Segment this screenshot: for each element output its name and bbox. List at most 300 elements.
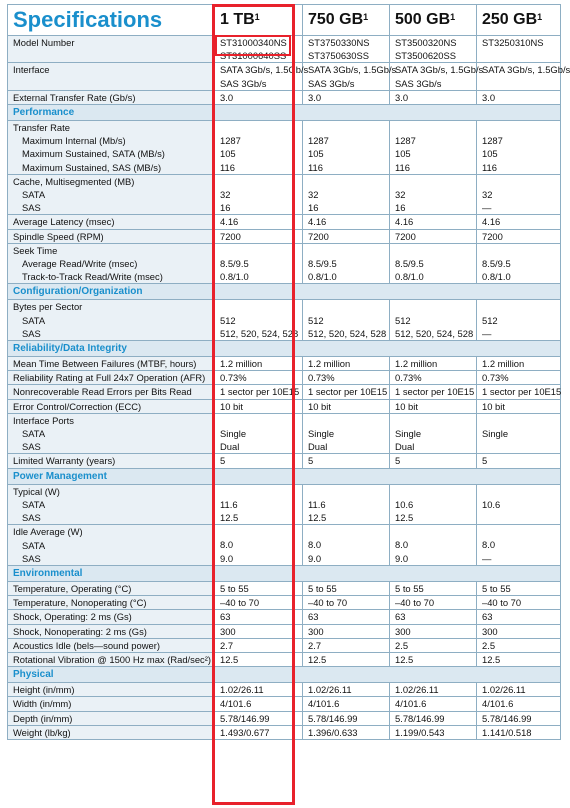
value-cell [215, 229, 303, 243]
value-cell [303, 90, 390, 104]
value: 1.2 million [482, 358, 525, 370]
row-label-cell [8, 525, 215, 566]
section-row [8, 468, 561, 484]
value-cell [303, 725, 390, 739]
row-label: Weight (lb/kg) [13, 726, 71, 738]
row-label: Average Latency (msec) [13, 216, 115, 228]
value-cell [303, 300, 390, 341]
value-cell [215, 174, 303, 215]
table-row [8, 399, 561, 413]
value-cell [477, 385, 561, 399]
column-header-250gb [477, 5, 561, 36]
value-cell [303, 385, 390, 399]
row-label-cell [8, 711, 215, 725]
value: — [482, 552, 492, 564]
value: 105 [395, 148, 411, 160]
value: 9.0 [220, 552, 234, 564]
group-label: Seek Time [13, 244, 58, 256]
value-cell [390, 357, 477, 371]
value-cell [390, 63, 484, 90]
value: 8.5/9.5 [220, 258, 249, 270]
value: 4.16 [482, 216, 501, 228]
value-cell [477, 683, 561, 697]
value: 10 bit [308, 400, 331, 412]
value: SAS 3Gb/s [220, 77, 267, 89]
value: 2.5 [395, 639, 409, 651]
row-label-cell [8, 638, 215, 652]
value: ST3250310NS [482, 37, 544, 48]
value: 1287 [482, 135, 503, 147]
value: –40 to 70 [220, 597, 260, 609]
value: 5 to 55 [220, 582, 249, 594]
value-cell [215, 357, 303, 371]
spacer [482, 300, 555, 313]
column-header-500gb [390, 5, 477, 36]
value-cell [303, 454, 390, 468]
value: 16 [395, 202, 406, 214]
value: ST3750330NS [308, 37, 370, 48]
row-label: Shock, Nonoperating: 2 ms (Gs) [13, 625, 147, 637]
row-label: Model Number [13, 37, 75, 48]
value: –40 to 70 [395, 597, 435, 609]
value: 12.5 [220, 653, 239, 665]
value: 8.5/9.5 [308, 258, 337, 270]
value: 3.0 [482, 91, 496, 103]
value-cell [303, 610, 390, 624]
sub-label: SAS [22, 327, 41, 339]
value-cell [390, 385, 477, 399]
value: Dual [395, 441, 415, 453]
value-cell [477, 596, 561, 610]
value: 2.5 [482, 639, 496, 651]
value: SAS 3Gb/s [308, 77, 355, 89]
value-cell [477, 229, 561, 243]
value-cell [215, 652, 303, 666]
value-cell [390, 596, 477, 610]
value: 63 [482, 611, 493, 623]
value: 3.0 [395, 91, 409, 103]
value-cell [477, 215, 561, 229]
value: 512 [308, 314, 324, 326]
value-cell [215, 385, 303, 399]
spacer [395, 525, 471, 538]
table-row [8, 36, 561, 63]
value: 12.5 [308, 512, 327, 524]
value-cell [215, 454, 303, 468]
row-label-cell [8, 697, 215, 711]
value-cell [215, 300, 303, 341]
row-label-cell [8, 174, 215, 215]
sub-label: SAS [22, 512, 41, 524]
sub-label: SATA [22, 314, 46, 326]
spacer [220, 525, 297, 538]
value: — [482, 327, 492, 339]
row-label: Depth (in/mm) [13, 712, 73, 724]
value-cell [390, 683, 477, 697]
value: 105 [482, 148, 498, 160]
table-row [8, 610, 561, 624]
value: Single [395, 428, 422, 440]
value: 3.0 [220, 91, 234, 103]
value-cell [390, 610, 477, 624]
value: 32 [308, 189, 319, 201]
value-cell [477, 399, 561, 413]
value: 116 [395, 161, 410, 173]
value: 300 [395, 625, 411, 637]
value: 9.0 [395, 552, 409, 564]
value: 1 sector per 10E15 [395, 386, 475, 398]
value: 300 [220, 625, 236, 637]
table-row [8, 300, 561, 341]
row-label: Height (in/mm) [13, 684, 75, 696]
value-cell [215, 121, 303, 175]
value: 300 [308, 625, 324, 637]
spacer [308, 414, 384, 427]
column-header-1tb [215, 5, 303, 36]
spacer [220, 485, 297, 498]
section-title: Performance [8, 105, 561, 121]
row-label: Mean Time Between Failures (MTBF, hours) [13, 358, 197, 370]
table-row [8, 413, 561, 454]
section-title: Reliability/Data Integrity [8, 341, 561, 357]
row-label: Shock, Operating: 2 ms (Gs) [13, 611, 132, 623]
value: 0.73% [220, 372, 247, 384]
section-row [8, 105, 561, 121]
group-label: Cache, Multisegmented (MB) [13, 175, 135, 187]
table-row [8, 624, 561, 638]
value-cell [303, 357, 390, 371]
value-cell [477, 711, 561, 725]
group-label: Idle Average (W) [13, 526, 83, 538]
table-row [8, 357, 561, 371]
spacer [308, 244, 384, 257]
value: 4.16 [308, 216, 327, 228]
table-row [8, 581, 561, 595]
row-label: Temperature, Operating (°C) [13, 582, 132, 594]
row-label-cell [8, 610, 215, 624]
value: 8.5/9.5 [482, 258, 511, 270]
spacer [395, 121, 471, 134]
value: 512 [220, 314, 236, 326]
row-label: Limited Warranty (years) [13, 455, 116, 467]
table-row [8, 385, 561, 399]
value-cell [390, 697, 477, 711]
value: 8.5/9.5 [395, 258, 424, 270]
section-title: Configuration/Organization [8, 284, 561, 300]
value: 4/101.6 [395, 698, 427, 710]
row-label: Interface [13, 64, 50, 76]
value-cell [303, 484, 390, 525]
value-cell [303, 624, 390, 638]
value: SATA 3Gb/s, 1.5Gb/s [482, 64, 570, 76]
row-label: Spindle Speed (RPM) [13, 230, 104, 242]
group-label: Bytes per Sector [13, 301, 83, 313]
row-label: External Transfer Rate (Gb/s) [13, 91, 136, 103]
value-cell [215, 725, 303, 739]
value-cell [477, 610, 561, 624]
spacer [220, 414, 297, 427]
row-label: Acoustics Idle (bels—sound power) [13, 639, 160, 651]
sub-label: SATA [22, 189, 46, 201]
row-label-cell [8, 36, 215, 63]
value: 5 to 55 [308, 582, 337, 594]
value-cell [477, 525, 561, 566]
value: ST31000640SS [220, 50, 287, 62]
spacer [395, 300, 471, 313]
value-cell [477, 121, 561, 175]
value: 12.5 [395, 653, 414, 665]
spacer [308, 525, 384, 538]
table-row [8, 371, 561, 385]
value: 32 [220, 189, 231, 201]
row-label-cell [8, 581, 215, 595]
value: 0.8/1.0 [308, 271, 337, 283]
table-row [8, 121, 561, 175]
value: –40 to 70 [482, 597, 522, 609]
value: 5.78/146.99 [482, 712, 532, 724]
section-row [8, 565, 561, 581]
value: 10.6 [395, 498, 414, 510]
value: 1287 [220, 135, 241, 147]
specifications-table [7, 4, 570, 740]
group-label: Transfer Rate [13, 122, 70, 134]
value-cell [215, 243, 303, 284]
value: 32 [482, 189, 493, 201]
row-label: Temperature, Nonoperating (°C) [13, 597, 147, 609]
value: 7200 [395, 230, 416, 242]
sub-label: Average Read/Write (msec) [22, 258, 138, 270]
value-cell [303, 652, 390, 666]
value: –40 to 70 [308, 597, 348, 609]
value: 0.73% [395, 372, 422, 384]
spacer [395, 485, 471, 498]
row-label-cell [8, 484, 215, 525]
value: 512 [482, 314, 498, 326]
sub-label: SATA [22, 428, 46, 440]
value-cell [303, 63, 397, 90]
value: 1 sector per 10E15 [308, 386, 388, 398]
spacer [220, 300, 297, 313]
section-row [8, 284, 561, 300]
value: SATA 3Gb/s, 1.5Gb/s [220, 64, 309, 76]
value-cell [390, 652, 477, 666]
value-cell [215, 697, 303, 711]
spacer [308, 485, 384, 498]
value: 4.16 [220, 216, 239, 228]
table-row [8, 596, 561, 610]
value-cell [390, 36, 477, 63]
value-cell [303, 581, 390, 595]
value: 7200 [220, 230, 241, 242]
value-cell [303, 638, 390, 652]
row-label-cell [8, 725, 215, 739]
row-label: Width (in/mm) [13, 698, 72, 710]
footnote-mark: 1 [450, 12, 456, 23]
value: 5.78/146.99 [395, 712, 445, 724]
row-label-cell [8, 596, 215, 610]
value: 10 bit [482, 400, 505, 412]
table-row [8, 454, 561, 468]
value: Dual [220, 441, 240, 453]
value-cell [477, 725, 561, 739]
value: SATA 3Gb/s, 1.5Gb/s [308, 64, 397, 76]
value-cell [303, 174, 390, 215]
value: 4.16 [395, 216, 414, 228]
row-label-cell [8, 399, 215, 413]
value-cell [215, 610, 303, 624]
spacer [395, 414, 471, 427]
value-cell [477, 371, 561, 385]
row-label-cell [8, 385, 215, 399]
value-cell [215, 683, 303, 697]
value: 5.78/146.99 [308, 712, 358, 724]
value: 5 [482, 455, 488, 467]
value-cell [477, 357, 561, 371]
value-cell [477, 638, 561, 652]
value: 0.73% [308, 372, 335, 384]
sub-label: SAS [22, 441, 41, 453]
value-cell [303, 683, 390, 697]
value: SATA 3Gb/s, 1.5Gb/s [395, 64, 484, 76]
value: 7200 [482, 230, 503, 242]
group-label: Interface Ports [13, 414, 74, 426]
value: Single [220, 428, 247, 440]
value: 1.396/0.633 [308, 726, 358, 738]
row-label-cell [8, 413, 215, 454]
value-cell [303, 697, 390, 711]
value: 9.0 [308, 552, 322, 564]
sub-label: Maximum Internal (Mb/s) [22, 135, 126, 147]
row-label-cell [8, 454, 215, 468]
value: 8.0 [308, 539, 322, 551]
value-cell [215, 371, 303, 385]
table-row [8, 90, 561, 104]
value: ST31000340NS [220, 37, 287, 48]
row-label-cell [8, 652, 215, 666]
value: 4/101.6 [482, 698, 514, 710]
value-cell [390, 300, 477, 341]
value: 1.02/26.11 [308, 684, 352, 696]
value: 116 [482, 161, 497, 173]
value-cell [390, 215, 477, 229]
table-row [8, 697, 561, 711]
page-title: Specifications [8, 5, 215, 36]
value-cell [390, 725, 477, 739]
value: 5 [395, 455, 401, 467]
value: 1.02/26.11 [395, 684, 439, 696]
spacer [395, 175, 471, 188]
table-body [8, 36, 570, 740]
table-row [8, 652, 561, 666]
value-cell [477, 243, 561, 284]
value-cell [390, 624, 477, 638]
value: 5 to 55 [395, 582, 424, 594]
value-cell [390, 525, 477, 566]
value-cell [215, 36, 303, 63]
value-cell [477, 300, 561, 341]
value: 4/101.6 [220, 698, 252, 710]
value: 63 [308, 611, 319, 623]
spacer [395, 244, 471, 257]
value: 512, 520, 524, 528 [395, 327, 474, 339]
column-label: 500 GB [395, 11, 451, 29]
value: 1.2 million [395, 358, 438, 370]
value: 1.141/0.518 [482, 726, 532, 738]
value: 116 [308, 161, 323, 173]
specifications-table-wrapper [7, 4, 570, 740]
row-label-cell [8, 90, 215, 104]
spacer [308, 300, 384, 313]
table-row [8, 683, 561, 697]
value: 8.0 [395, 539, 409, 551]
spacer [308, 121, 384, 134]
value: 105 [308, 148, 324, 160]
value: 5 to 55 [482, 582, 511, 594]
value: 16 [308, 202, 319, 214]
value: 5 [220, 455, 226, 467]
value: 1.199/0.543 [395, 726, 445, 738]
value-cell [477, 174, 561, 215]
value: ST3500620SS [395, 50, 456, 62]
value: 8.0 [220, 539, 234, 551]
value: 63 [395, 611, 406, 623]
value-cell [477, 63, 570, 90]
value-cell [390, 243, 477, 284]
value-cell [215, 413, 303, 454]
value: 8.0 [482, 539, 496, 551]
value: 0.8/1.0 [482, 271, 511, 283]
value-cell [390, 454, 477, 468]
value: 11.6 [308, 498, 326, 510]
value: 10.6 [482, 498, 501, 510]
section-row [8, 341, 561, 357]
spacer [220, 244, 297, 257]
row-label: Nonrecoverable Read Errors per Bits Read [13, 386, 192, 398]
value-cell [215, 215, 303, 229]
value-cell [215, 711, 303, 725]
value: 5 [308, 455, 314, 467]
value-cell [477, 454, 561, 468]
value: 2.7 [308, 639, 322, 651]
section-row [8, 667, 561, 683]
value: 7200 [308, 230, 329, 242]
value-cell [303, 229, 390, 243]
value-cell [477, 36, 561, 63]
value: 512, 520, 524, 528 [308, 327, 387, 339]
table-row [8, 725, 561, 739]
value: 12.5 [395, 512, 414, 524]
row-label-cell [8, 243, 215, 284]
value: 105 [220, 148, 236, 160]
row-label-cell [8, 624, 215, 638]
value: — [482, 202, 492, 214]
value-cell [215, 525, 303, 566]
group-label: Typical (W) [13, 485, 60, 497]
value-cell [477, 624, 561, 638]
value-cell [303, 711, 390, 725]
value-cell [390, 229, 477, 243]
value: 1.2 million [308, 358, 351, 370]
value: 1.02/26.11 [220, 684, 264, 696]
table-header [8, 5, 561, 36]
spacer [308, 175, 384, 188]
footnote-mark: 1 [254, 12, 260, 23]
row-label-cell [8, 683, 215, 697]
row-label: Error Control/Correction (ECC) [13, 400, 142, 412]
value-cell [215, 596, 303, 610]
value-cell [303, 36, 390, 63]
spacer [482, 485, 555, 498]
